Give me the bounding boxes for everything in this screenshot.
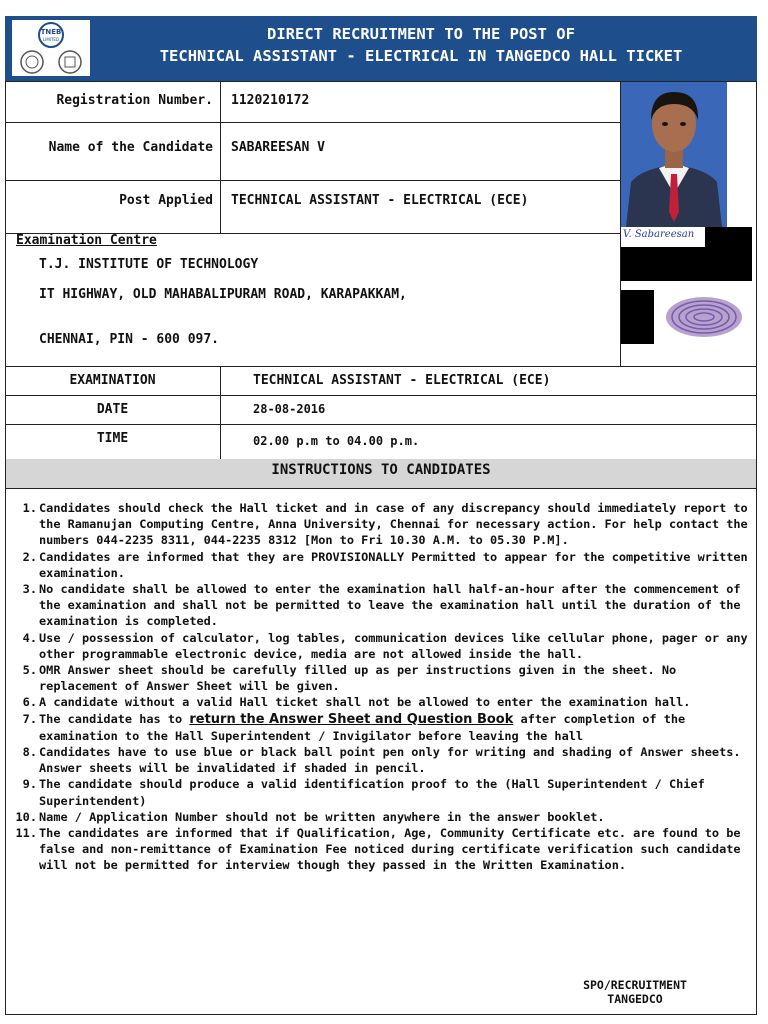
instruction-item: [10, 630, 748, 662]
instruction-item: [10, 549, 748, 581]
issuer-line1: SPO/RECRUITMENT: [583, 978, 687, 992]
instructions-list: [10, 500, 748, 874]
instructions-heading: [6, 459, 756, 488]
instructions-heading-text: INSTRUCTIONS TO CANDIDATES: [271, 462, 491, 478]
issuer-line2: TANGEDCO: [607, 992, 663, 1006]
candidate-signature: [621, 227, 705, 247]
instruction-item: [10, 662, 748, 694]
registration-number-value: 1120210172: [231, 93, 310, 108]
centre-address-line: IT HIGHWAY, OLD MAHABALIPURAM ROAD, KARAPAKKAM,: [39, 287, 407, 302]
registration-number-label: Registration Number.: [56, 93, 213, 108]
instruction-text: The candidate should produce a valid identification proof to the (Hall Superintendent / Chief Superintendent): [39, 777, 705, 808]
instruction-number: 1.: [22, 501, 37, 515]
instruction-number: 11.: [15, 826, 37, 841]
time-label: TIME: [96, 431, 129, 446]
centre-city-pin: CHENNAI, PIN - 600 097.: [39, 332, 220, 347]
candidate-photo-icon: [621, 82, 727, 227]
divider: [5, 180, 620, 181]
candidate-name-label: Name of the Candidate: [48, 140, 213, 155]
instruction-number: 9.: [22, 777, 37, 792]
divider: [5, 366, 757, 367]
header-title-line1: DIRECT RECRUITMENT TO THE POST OF: [267, 25, 575, 43]
instruction-number: 10.: [15, 809, 37, 824]
instruction-text: Use / possession of calculator, log tables, communication devices like cellular phone, pager or any other programmable electronic device, media are not allowed inside the hall.: [39, 630, 748, 661]
instruction-item: [10, 581, 748, 630]
examination-label: EXAMINATION: [69, 373, 156, 388]
divider: [220, 366, 221, 459]
instruction-item: [10, 711, 748, 744]
instruction-number: 6.: [22, 695, 37, 710]
logo-sub-text: LIMITED: [42, 37, 60, 42]
instruction-item: [10, 809, 748, 825]
thumb-impression: [654, 290, 752, 344]
instruction-text: OMR Answer sheet should be carefully filled up as per instructions given in the sheet. No replacement of Answer Sheet will be given.: [39, 663, 677, 694]
instruction-text: Candidates have to use blue or black ball point pen only for writing and shading of Answer sheets. Answer sheets will be invalidated if shaded in pencil.: [39, 745, 741, 776]
page-header: [5, 16, 757, 81]
tneb-logo: [12, 20, 90, 76]
time-value: 02.00 p.m to 04.00 p.m.: [253, 434, 420, 448]
instruction-text: Candidates are informed that they are PROVISIONALLY Permitted to appear for the competitive written examination.: [39, 549, 748, 580]
fingerprint-icon: [654, 290, 752, 344]
instruction-text: A candidate without a valid Hall ticket shall not be allowed to enter the examination hall.: [39, 695, 691, 710]
instruction-number: 5.: [22, 663, 37, 678]
instruction-item: [10, 776, 748, 808]
candidate-photo: [621, 82, 727, 227]
instruction-text: No candidate shall be allowed to enter the examination hall half-an-hour after the commencement of the examination and shall not be permitted to leave the examination hall until the duration of the examination is completed.: [39, 582, 741, 629]
divider: [220, 81, 221, 233]
examination-value: TECHNICAL ASSISTANT - ELECTRICAL (ECE): [253, 373, 551, 388]
divider: [5, 122, 620, 123]
instruction-text: The candidates are informed that if Qualification, Age, Community Certificate etc. are found to be false and non-remittance of Examination Fee noticed during certificate verification such candidate will not be permitted for interview though they passed in the Written Examination.: [39, 826, 741, 873]
instruction-text-post: after completion of the examination to the Hall Superintendent / Invigilator before leaving the hall: [39, 711, 686, 743]
date-label: DATE: [96, 402, 129, 417]
centre-name: T.J. INSTITUTE OF TECHNOLOGY: [39, 257, 259, 272]
instruction-item: [10, 694, 748, 710]
instruction-text: Name / Application Number should not be written anywhere in the answer booklet.: [39, 809, 605, 824]
redacted-box: [621, 290, 654, 344]
post-applied-value: TECHNICAL ASSISTANT - ELECTRICAL (ECE): [231, 193, 529, 208]
instruction-number: 3.: [22, 582, 37, 597]
header-title-line2: TECHNICAL ASSISTANT - ELECTRICAL IN TANGEDCO HALL TICKET: [159, 47, 683, 65]
signature-text: V. Sabareesan: [623, 229, 695, 240]
instruction-number: 4.: [22, 630, 37, 645]
divider: [5, 395, 757, 396]
instruction-text-pre: The candidate has to: [39, 711, 190, 726]
instruction-number: 7.: [22, 711, 37, 726]
divider: [5, 424, 757, 425]
redacted-box: [621, 247, 752, 281]
post-applied-label: Post Applied: [119, 193, 213, 208]
instruction-item: [10, 500, 748, 549]
instruction-text: Candidates should check the Hall ticket and in case of any discrepancy should immediately report to the Ramanujan Computing Centre, Anna University, Chennai for necessary action. For help contact the numbers 044-2235 8311, 044-2235 8312 [Mon to Fri 10.30 A.M. to 05.30 P.M].: [39, 501, 748, 548]
instruction-item: [10, 744, 748, 776]
instruction-text-underlined: return the Answer Sheet and Question Book: [189, 711, 514, 727]
tneb-logo-icon: [12, 20, 90, 76]
examination-centre-label: Examination Centre: [16, 233, 157, 248]
instruction-number: 2.: [22, 549, 37, 564]
instruction-number: 8.: [22, 745, 37, 760]
logo-text: TNEB: [40, 28, 62, 36]
candidate-name-value: SABAREESAN V: [231, 140, 325, 155]
issuer-signature-block: [560, 978, 710, 1006]
date-value: 28-08-2016: [253, 402, 326, 416]
header-title: [85, 23, 757, 67]
divider: [5, 488, 757, 489]
instruction-item: [10, 825, 748, 874]
